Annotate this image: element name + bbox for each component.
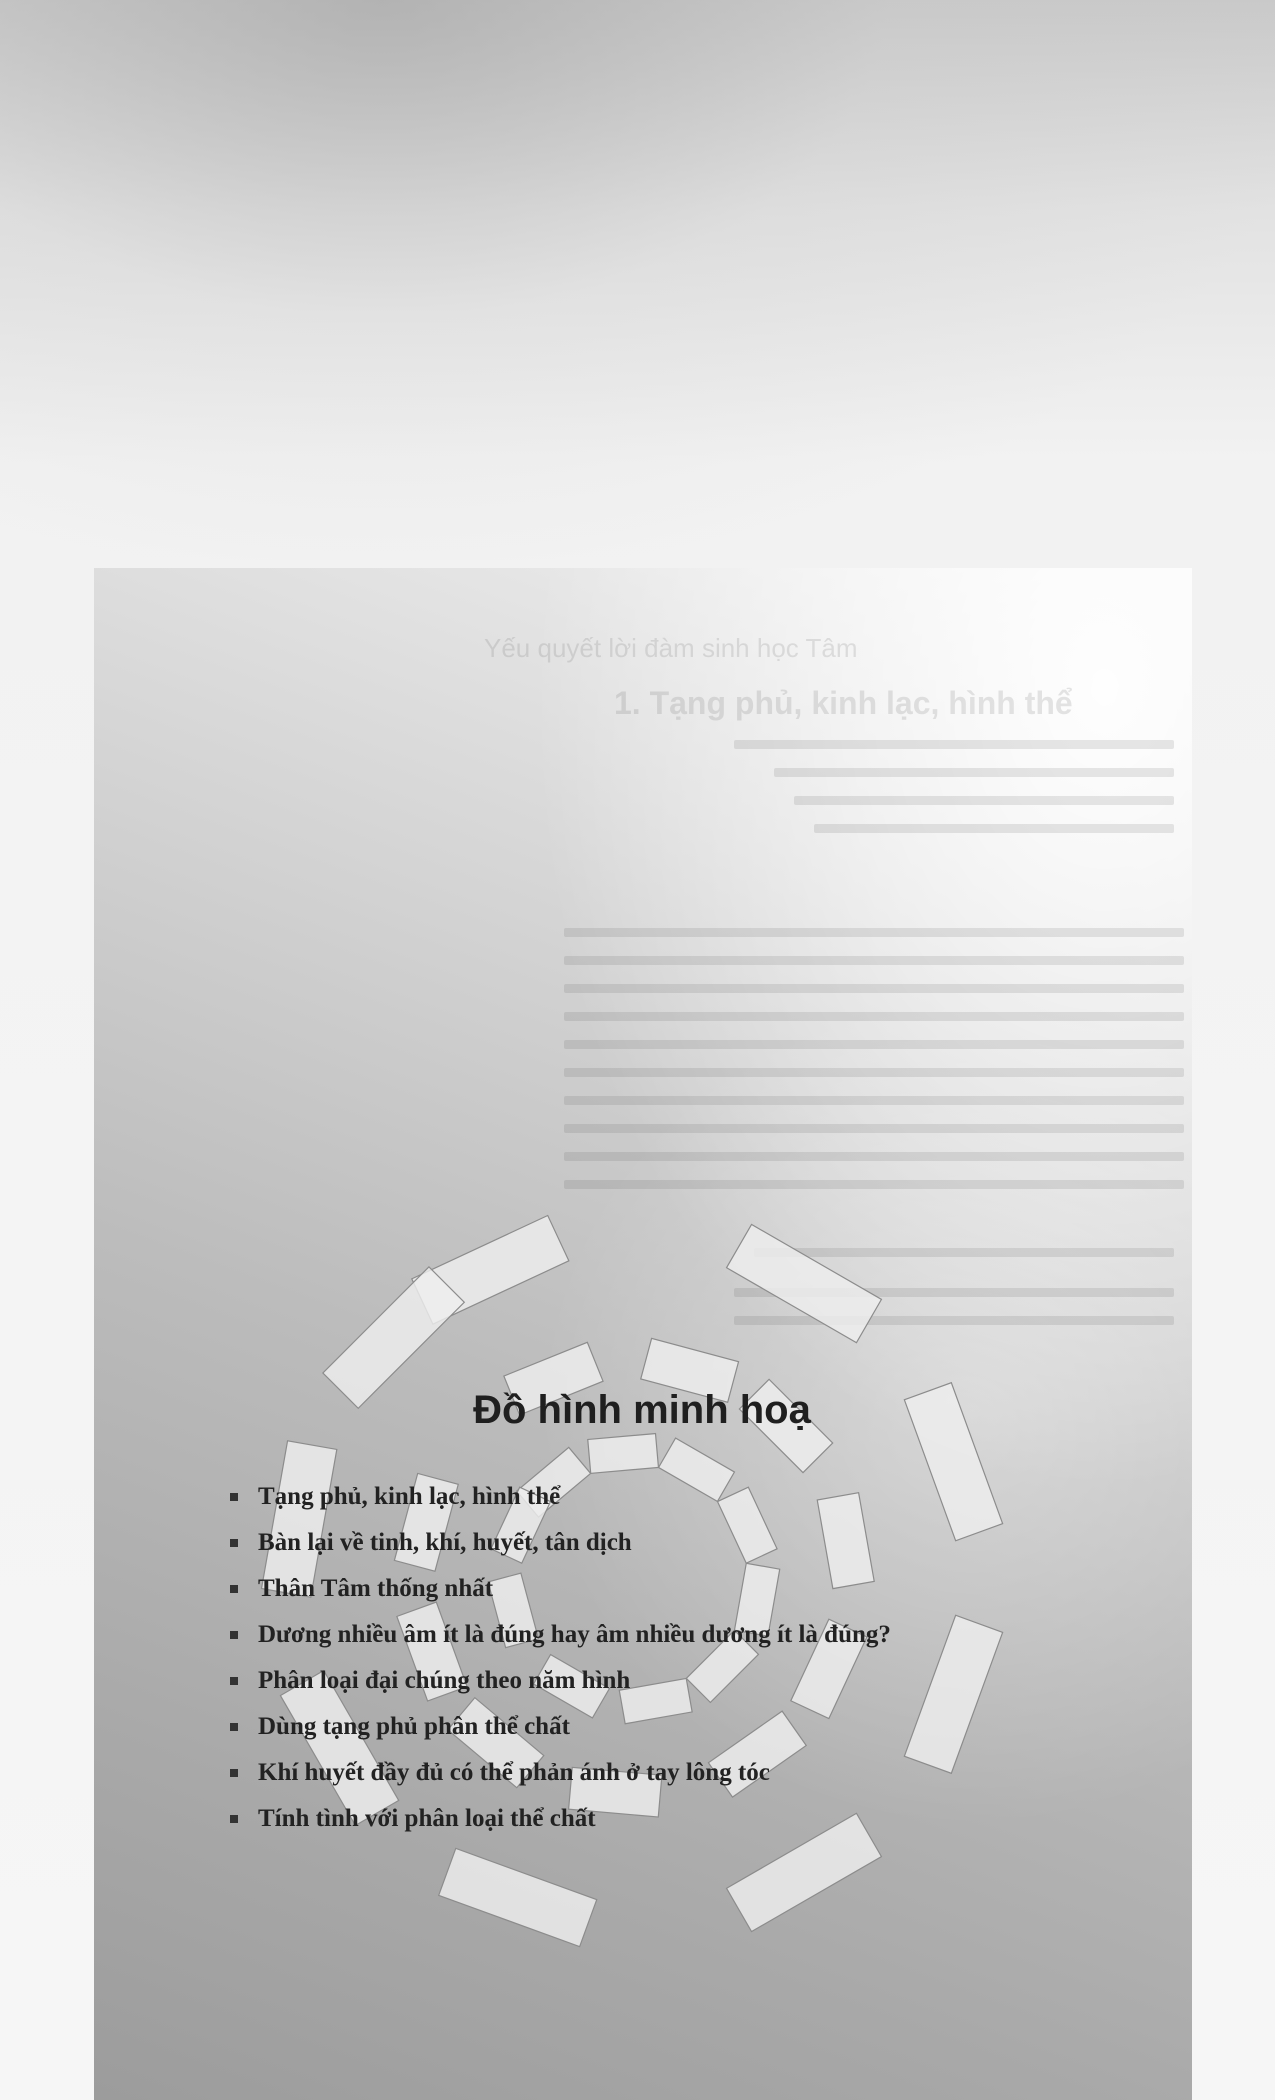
illustration-panel <box>94 568 1192 2100</box>
bullet-icon <box>230 1631 238 1639</box>
bullet-icon <box>230 1769 238 1777</box>
list-item <box>230 1520 891 1566</box>
bullet-icon <box>230 1585 238 1593</box>
bullet-icon <box>230 1723 238 1731</box>
topic-label: Bàn lại về tinh, khí, huyết, tân dịch <box>258 1529 632 1556</box>
list-item <box>230 1796 891 1842</box>
topic-label: Khí huyết đầy đủ có thể phản ánh ở tay lông tóc <box>258 1759 770 1786</box>
bullet-icon <box>230 1493 238 1501</box>
topic-label: Tính tình với phân loại thể chất <box>258 1805 596 1832</box>
section-title: Đồ hình minh hoạ <box>473 1388 811 1432</box>
topic-label: Tạng phủ, kinh lạc, hình thể <box>258 1483 561 1510</box>
list-item <box>230 1612 891 1658</box>
list-item <box>230 1704 891 1750</box>
list-item <box>230 1474 891 1520</box>
concentric-arc-pattern <box>94 568 1192 2100</box>
scan-shadow <box>0 0 1275 560</box>
bleed-through-heading: 1. Tạng phủ, kinh lạc, hình thể <box>614 685 1073 721</box>
bleed-through-title: Yếu quyết lời đàm sinh học Tâm <box>484 633 858 663</box>
bullet-icon <box>230 1539 238 1547</box>
bullet-icon <box>230 1677 238 1685</box>
topic-label: Phân loại đại chúng theo năm hình <box>258 1667 631 1694</box>
topic-label: Dương nhiều âm ít là đúng hay âm nhiều dương ít là đúng? <box>258 1621 891 1648</box>
topic-label: Thân Tâm thống nhất <box>258 1575 494 1602</box>
topic-list <box>230 1474 891 1842</box>
bullet-icon <box>230 1815 238 1823</box>
list-item <box>230 1750 891 1796</box>
list-item <box>230 1566 891 1612</box>
topic-label: Dùng tạng phủ phân thể chất <box>258 1713 570 1740</box>
list-item <box>230 1658 891 1704</box>
